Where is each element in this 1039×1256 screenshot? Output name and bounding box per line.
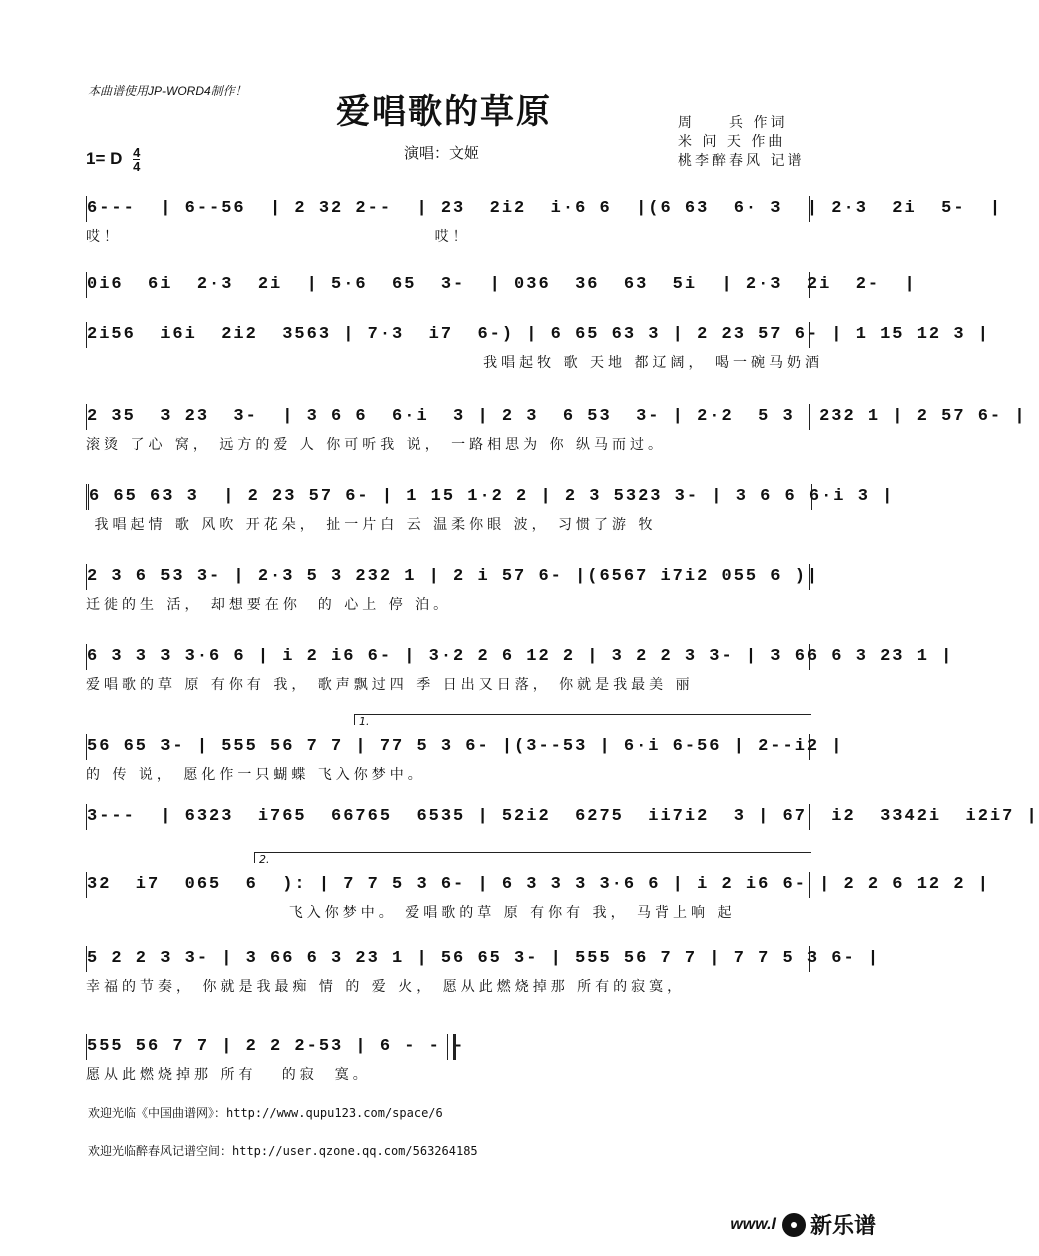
lyric-line: 迁徙的生 活， 却想要在你 的 心上 停 泊。 <box>86 597 452 613</box>
notation-line: 3--- | 6323 i765 66765 6535 | 52i2 6275 ii7i2 3 | 67 i2 3342i i2i7 | <box>86 804 810 830</box>
notation-line: 5 2 2 3 3- | 3 66 6 3 23 1 | 56 65 3- | 555 56 7 7 | 7 7 5 3 6- | <box>86 946 810 972</box>
key-signature <box>86 146 140 173</box>
notation-line: 6--- | 6--56 | 2 32 2-- | 23 2i2 i·6 6 |(6 63 6· 3 | 2·3 2i 5- | <box>86 196 810 222</box>
singer: 演唱：文姬 <box>404 144 480 162</box>
lyric-line: 的 传 说， 愿化作一只蝴蝶 飞入你梦中。 <box>86 767 426 783</box>
lyric-line: 哎！ 哎！ <box>86 229 471 245</box>
lyric-line: 爱唱歌的草 原 有你有 我， 歌声飘过四 季 日出又日落， 你就是我最美 丽 <box>86 677 694 693</box>
lyricist: 周 兵 作词 <box>678 115 788 131</box>
lyric-line: 滚烫 了心 窝， 远方的爱 人 你可听我 说， 一路相思为 你 纵马而过。 <box>86 437 667 453</box>
brand-name: 新乐谱 <box>809 1214 876 1239</box>
lyric-line: 我唱起情 歌 风吹 开花朵， 扯一片白 云 温柔你眼 波， 习惯了游 牧 <box>86 517 657 533</box>
lyric-line: 幸福的节奏， 你就是我最痴 情 的 爱 火， 愿从此燃烧掉那 所有的寂寞， <box>86 979 686 995</box>
final-barline <box>447 1034 456 1060</box>
notation-line: 555 56 7 7 | 2 2 2-53 | 6 - - - <box>86 1034 448 1060</box>
key-label: 1= D <box>86 148 123 168</box>
brand-logo <box>730 1209 876 1240</box>
credits <box>678 114 804 171</box>
composer: 米 问 天 作曲 <box>678 134 786 150</box>
notation-line: 56 65 3- | 555 56 7 7 | 77 5 3 6- |(3--53 | 6·i 6-56 | 2--i2 | <box>86 734 810 760</box>
time-signature <box>133 146 140 173</box>
time-top: 4 <box>133 145 141 160</box>
first-ending-bracket: 1. <box>354 714 811 725</box>
transcriber: 桃李醉春风 记谱 <box>678 153 805 169</box>
lyric-line: 我唱起牧 歌 天地 都辽阔， 喝一碗马奶酒 <box>86 355 823 371</box>
notation-line: 6 65 63 3 | 2 23 57 6- | 1 15 1·2 2 | 2 3 5323 3- | 3 6 6 6·i 3 | <box>86 484 812 510</box>
brand-url: www.l <box>730 1215 776 1233</box>
notation-line: 2 35 3 23 3- | 3 6 6 6·i 3 | 2 3 6 53 3- | 2·2 5 3 232 1 | 2 57 6- | <box>86 404 810 430</box>
time-bottom: 4 <box>133 159 141 174</box>
notation-line: 2 3 6 53 3- | 2·3 5 3 232 1 | 2 i 57 6- |(6567 i7i2 055 6 )| <box>86 564 810 590</box>
second-ending-bracket: 2. <box>254 852 811 863</box>
notation-line: 32 i7 065 6 ): | 7 7 5 3 6- | 6 3 3 3 3·6 6 | i 2 i6 6- | 2 2 6 12 2 | <box>86 872 810 898</box>
tool-note: 本曲谱使用JP-WORD4制作！ <box>88 84 247 98</box>
notation-line: 2i56 i6i 2i2 3563 | 7·3 i7 6-) | 6 65 63 3 | 2 23 57 6- | 1 15 12 3 | <box>86 322 810 348</box>
lyric-line: 飞入你梦中。 爱唱歌的草 原 有你有 我， 马背上响 起 <box>86 905 736 921</box>
lyric-line: 愿从此燃烧掉那 所有 的寂 寞。 <box>86 1067 371 1083</box>
footer-link-2: 欢迎光临醉春风记谱空间：http://user.qzone.qq.com/563264185 <box>88 1144 478 1158</box>
footer-link-1: 欢迎光临《中国曲谱网》：http://www.qupu123.com/space/6 <box>88 1106 443 1120</box>
notation-line: 6 3 3 3 3·6 6 | i 2 i6 6- | 3·2 2 6 12 2 | 3 2 2 3 3- | 3 66 6 3 23 1 | <box>86 644 810 670</box>
notation-line: 0i6 6i 2·3 2i | 5·6 65 3- | 036 36 63 5i | 2·3 2i 2- | <box>86 272 810 298</box>
song-title: 爱唱歌的草原 <box>336 92 552 132</box>
record-disc-icon <box>782 1213 806 1237</box>
